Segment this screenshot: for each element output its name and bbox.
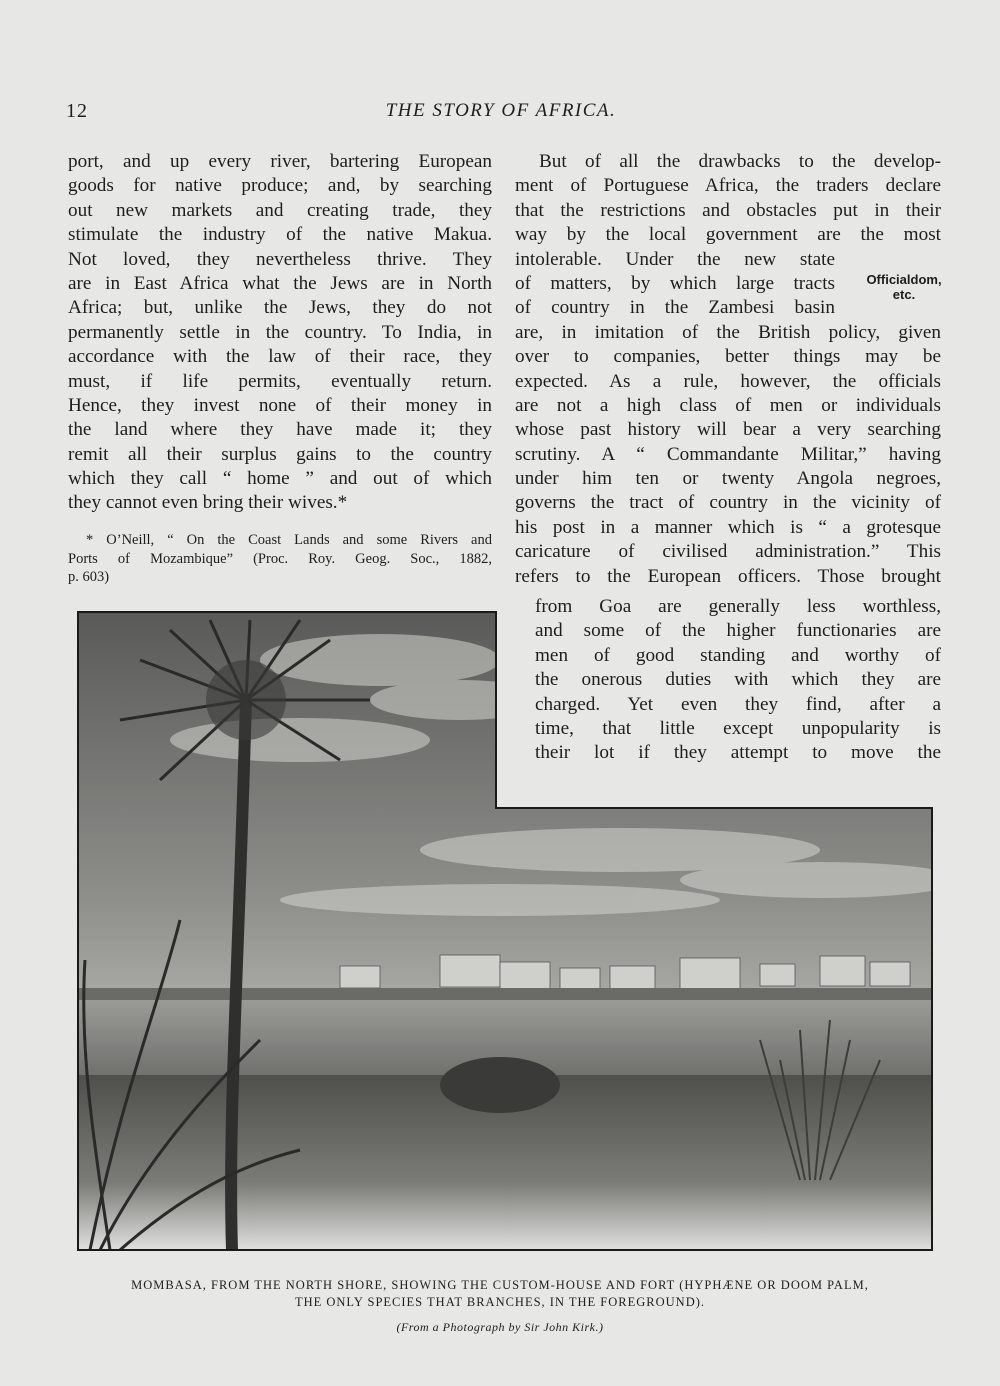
text-line: port, and up every river, bartering European xyxy=(68,151,492,172)
text-line: out new markets and creating trade, they xyxy=(68,199,492,221)
margin-note-line: etc. xyxy=(892,287,916,302)
running-title: THE STORY OF AFRICA. xyxy=(385,100,617,121)
text-line: goods for native produce; and, by searching xyxy=(68,175,492,197)
figure-caption xyxy=(60,1277,940,1311)
text-line: refers to the European officers. Those brought xyxy=(515,565,941,587)
text-line: they cannot even bring their wives.* xyxy=(68,492,348,514)
photo-credit: (From a Photograph by Sir John Kirk.) xyxy=(396,1320,604,1334)
text-line: But of all the drawbacks to the develop- xyxy=(539,151,941,172)
text-line: are not a high class of men or individuals xyxy=(515,394,941,416)
text-line: charged. Yet even they find, after a xyxy=(535,693,941,715)
caption-line: THE ONLY SPECIES THAT BRANCHES, IN THE FOREGROUND). xyxy=(294,1295,706,1309)
text-line: the onerous duties with which they are xyxy=(535,669,941,691)
text-line: permanently settle in the country. To India, in xyxy=(68,321,492,343)
footnote-line: p. 603) xyxy=(68,569,110,585)
text-line: over to companies, better things may be xyxy=(515,346,941,368)
text-line: his post in a manner which is “ a grotesque xyxy=(515,516,941,538)
text-line: must, if life permits, eventually return. xyxy=(68,370,492,392)
text-line: whose past history will bear a very searching xyxy=(515,419,941,441)
text-line: governs the tract of country in the vicinity of xyxy=(515,492,941,514)
text-line: under him ten or twenty Angola negroes, xyxy=(515,468,941,490)
text-line: time, that little except unpopularity is xyxy=(535,717,941,739)
text-line: scrutiny. A “ Commandante Militar,” having xyxy=(515,443,941,465)
text-line: of matters, by which large tracts xyxy=(515,272,835,294)
footnote-line: Ports of Mozambique” (Proc. Roy. Geog. Soc., 1882, xyxy=(68,550,492,567)
caption-line: MOMBASA, FROM THE NORTH SHORE, SHOWING THE CUSTOM-HOUSE AND FORT (HYPHÆNE OR DOOM PALM, xyxy=(131,1278,869,1292)
text-line: their lot if they attempt to move the xyxy=(535,742,941,764)
text-line: way by the local government are the most xyxy=(515,224,941,246)
text-line: Not loved, they nevertheless thrive. They xyxy=(68,248,492,270)
text-line: men of good standing and worthy of xyxy=(535,644,941,666)
text-line: expected. As a rule, however, the officials xyxy=(515,370,941,392)
text-line: from Goa are generally less worthless, xyxy=(535,596,941,617)
footnote-line: * O’Neill, “ On the Coast Lands and some Rivers and xyxy=(86,532,492,548)
text-line: Africa; but, unlike the Jews, they do not xyxy=(68,297,492,319)
text-line: are in East Africa what the Jews are in North xyxy=(68,272,492,294)
text-line: that the restrictions and obstacles put in their xyxy=(515,199,941,221)
page-number: 12 xyxy=(66,100,88,122)
text-line: stimulate the industry of the native Makua. xyxy=(68,224,492,246)
text-line: the land where they have made it; they xyxy=(68,419,492,441)
text-line: ment of Portuguese Africa, the traders declare xyxy=(515,175,941,197)
text-line: and some of the higher functionaries are xyxy=(535,620,941,642)
text-line: Hence, they invest none of their money in xyxy=(68,394,492,416)
far-shore xyxy=(78,988,934,1000)
text-line: of country in the Zambesi basin xyxy=(515,297,835,319)
text-line: accordance with the law of their race, they xyxy=(68,346,492,368)
text-line: are, in imitation of the British policy, given xyxy=(515,321,941,343)
margin-note-line: Officialdom, xyxy=(866,272,942,287)
text-line: which they call “ home ” and out of which xyxy=(68,468,492,490)
text-line: caricature of civilised administration.” This xyxy=(515,541,941,563)
text-line: intolerable. Under the new state xyxy=(515,248,835,270)
bush xyxy=(440,1057,560,1113)
text-line: remit all their surplus gains to the country xyxy=(68,443,492,465)
